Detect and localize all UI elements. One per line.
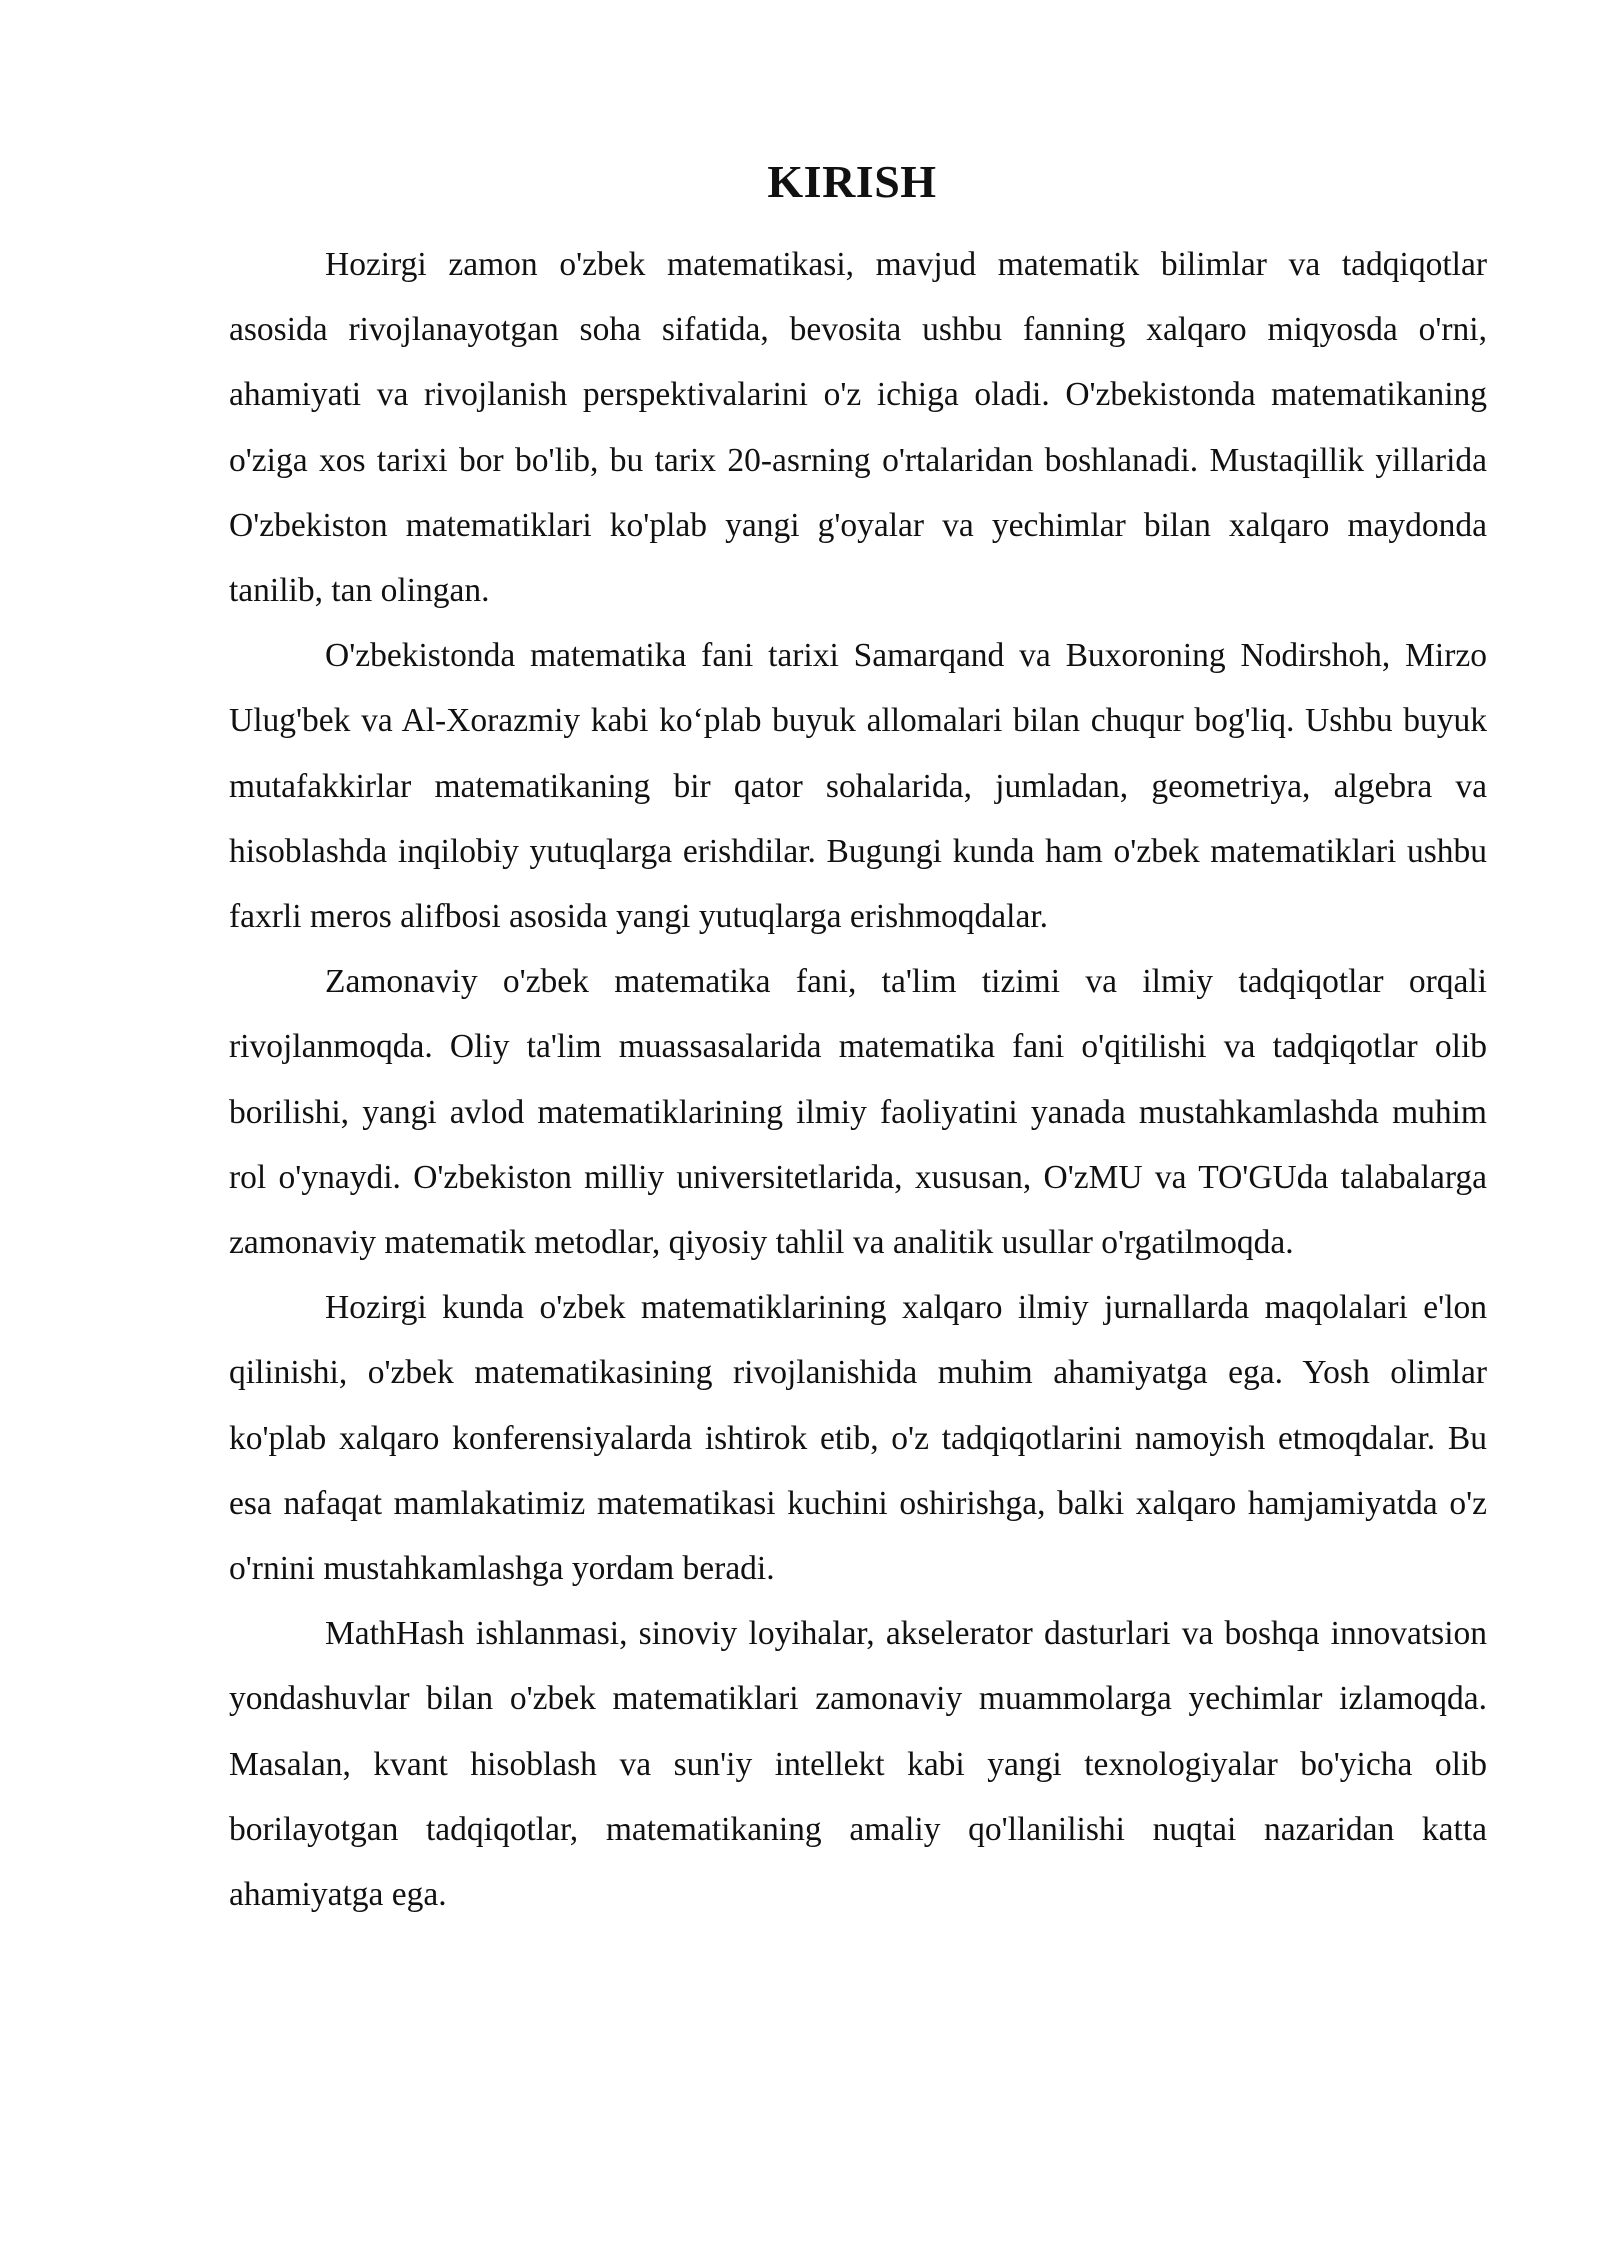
paragraph-3: Zamonaviy o'zbek matematika fani, ta'lim tizimi va ilmiy tadqiqotlar orqali rivojlanmoqda. Oliy ta'lim muassasalarida matematika fani o'qitilishi va tadqiqotlar olib borilishi, yangi avlod matematiklarining ilmiy faoliyatini yanada mustahkamlashda muhim rol o'ynaydi. O'zbekiston milliy universitetlarida, xususan, O'zMU va TO'GUda talabalarga zamonaviy matematik metodlar, qiyosiy tahlil va analitik usullar o'rgatilmoqda. — [229, 963, 1487, 1262]
document-body — [229, 232, 1487, 1927]
paragraph-5: MathHash ishlanmasi, sinoviy loyihalar, akselerator dasturlari va boshqa innovatsion yondashuvlar bilan o'zbek matematiklari zamonaviy muammolarga yechimlar izlamoqda. Masalan, kvant hisoblash va sun'iy intellekt kabi yangi texnologiyalar bo'yicha olib borilayotgan tadqiqotlar, matematikaning amaliy qo'llanilishi nuqtai nazaridan katta ahamiyatga ega. — [229, 1615, 1487, 1914]
page-title: KIRISH — [767, 156, 937, 207]
paragraph-2: O'zbekistonda matematika fani tarixi Samarqand va Buxoroning Nodirshoh, Mirzo Ulug'bek va Al-Xorazmiy kabi ko‘plab buyuk allomalari bilan chuqur bog'liq. Ushbu buyuk mutafakkirlar matematikaning bir qator sohalarida, jumladan, geometriya, algebra va hisoblashda inqilobiy yutuqlarga erishdilar. Bugungi kunda ham o'zbek matematiklari ushbu faxrli meros alifbosi asosida yangi yutuqlarga erishmoqdalar. — [229, 637, 1487, 936]
paragraph-1: Hozirgi zamon o'zbek matematikasi, mavjud matematik bilimlar va tadqiqotlar asosida rivojlanayotgan soha sifatida, bevosita ushbu fanning xalqaro miqyosda o'rni, ahamiyati va rivojlanish perspektivalarini o'z ichiga oladi. O'zbekistonda matematikaning o'ziga xos tarixi bor bo'lib, bu tarix 20-asrning o'rtalaridan boshlanadi. Mustaqillik yillarida O'zbekiston matematiklari ko'plab yangi g'oyalar va yechimlar bilan xalqaro maydonda tanilib, tan olingan. — [229, 246, 1487, 610]
paragraph-4: Hozirgi kunda o'zbek matematiklarining xalqaro ilmiy jurnallarda maqolalari e'lon qilinishi, o'zbek matematikasining rivojlanishida muhim ahamiyatga ega. Yosh olimlar ko'plab xalqaro konferensiyalarda ishtirok etib, o'z tadqiqotlarini namoyish etmoqdalar. Bu esa nafaqat mamlakatimiz matematikasi kuchini oshirishga, balki xalqaro hamjamiyatda o'z o'rnini mustahkamlashga yordam beradi. — [229, 1289, 1487, 1588]
